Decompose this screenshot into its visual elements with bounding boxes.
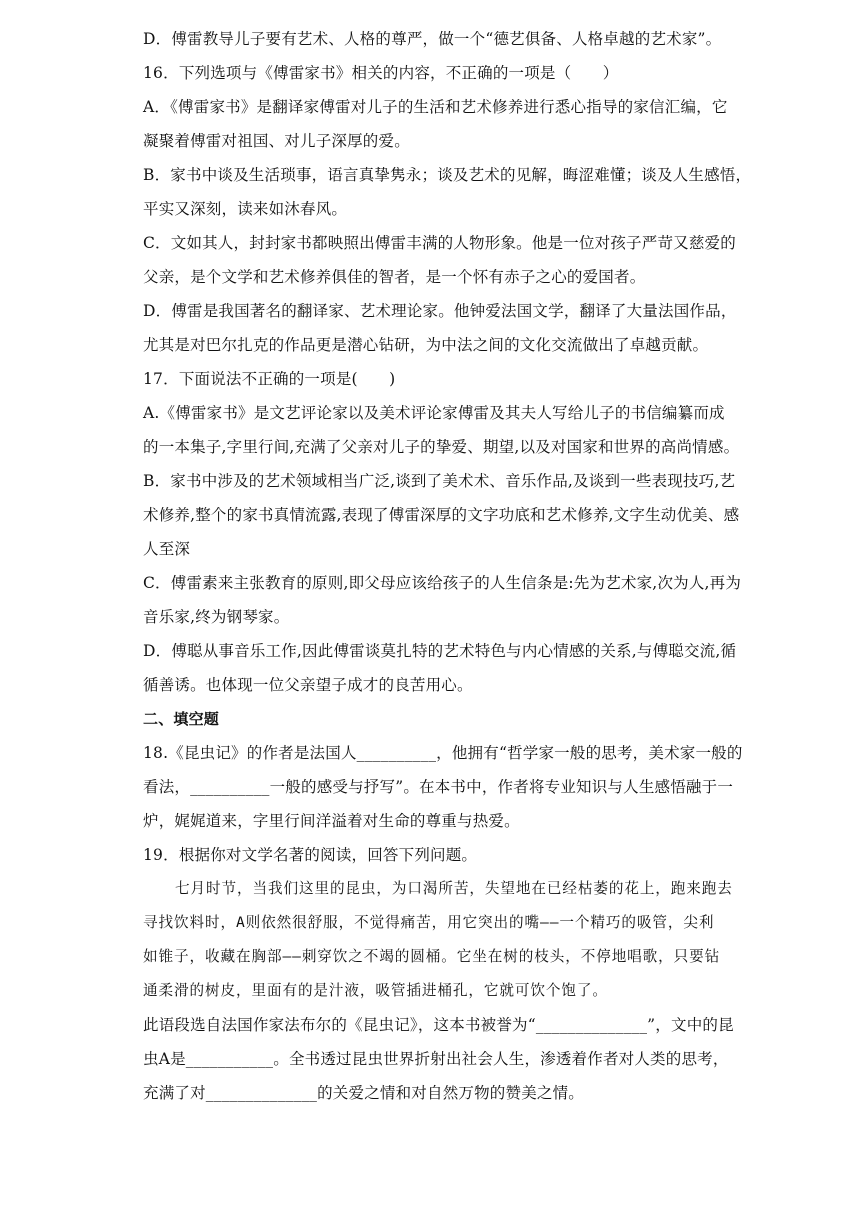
q17-option-b-line2: 术修养,整个的家书真情流露,表现了傅雷深厚的文字功底和艺术修养,文字生动优美、感 [143,506,740,524]
section-heading-fill-in: 二、填空题 [143,710,220,728]
passage-line4: 通柔滑的树皮，里面有的是汁液，吸管插进桶孔，它就可饮个饱了。 [143,982,608,999]
q19-question-line1: 此语段选自法国作家法布尔的《昆虫记》，这本书被誉为“______________”，文中的昆 [143,1016,734,1034]
q16-option-a-line2: 凝聚着傅雷对祖国、对儿子深厚的爱。 [143,132,410,150]
q17-option-b-line3: 人至深 [143,540,191,558]
document-body [143,22,752,1110]
q16-option-d-line2: 尤其是对巴尔扎克的作品更是潜心钻研，为中法之间的文化交流做出了卓越贡献。 [143,336,709,354]
q19-question-line3: 充满了对______________的关爱之情和对自然万物的赞美之情。 [143,1084,585,1102]
q16-option-b-line1: B．家书中谈及生活琐事，语言真挚隽永；谈及艺术的见解，晦涩难懂；谈及人生感悟， [143,166,752,184]
q17-option-c-line2: 音乐家,终为钢琴家。 [143,608,290,626]
passage-line1: 七月时节，当我们这里的昆虫，为口渴所苦，失望地在已经枯萎的花上，跑来跑去 [175,880,733,897]
q17-option-c-line1: C．傅雷素来主张教育的原则,即父母应该给孩子的人生信条是:先为艺术家,次为人,再为 [143,574,742,592]
q16-option-b-line2: 平实又深刻，读来如沐春风。 [143,200,348,218]
q16-option-d-line1: D．傅雷是我国著名的翻译家、艺术理论家。他钟爱法国文学，翻译了大量法国作品， [143,302,737,320]
q17-option-a-line2: 的一本集子,字里行间,充满了父亲对儿子的挚爱、期望,以及对国家和世界的高尚情感。 [143,438,740,456]
passage-line3: 如锥子，收藏在胸部——刺穿饮之不竭的圆桶。它坐在树的枝头，不停地唱歌，只要钻 [143,948,721,965]
q16-option-c-line1: C．文如其人，封封家书都映照出傅雷丰满的人物形象。他是一位对孩子严苛又慈爱的 [143,234,736,252]
passage-line2: 寻找饮料时，A则依然很舒服，不觉得痛苦，用它突出的嘴——一个精巧的吸管，尖利 [143,914,715,931]
q16-option-a-line1: A．《傅雷家书》是翻译家傅雷对儿子的生活和艺术修养进行悉心指导的家信汇编，它 [143,98,728,116]
q19-stem: 19．根据你对文学名著的阅读，回答下列问题。 [143,846,478,864]
q18-line2: 看法，__________一般的感受与抒写”。在本书中，作者将专业知识与人生感悟融于一 [143,778,734,796]
q17-option-d-line2: 循善诱。也体现一位父亲望子成才的良苦用心。 [143,676,473,694]
q17-option-a-line1: A.《傅雷家书》是文艺评论家以及美术评论家傅雷及其夫人写给儿子的书信编纂而成 [143,404,725,422]
q17-option-d-line1: D．傅聪从事音乐工作,因此傅雷谈莫扎特的艺术特色与内心情感的关系,与傅聪交流,循 [143,642,737,660]
q15-option-d: D．傅雷教导儿子要有艺术、人格的尊严，做一个“德艺俱备、人格卓越的艺术家”。 [143,30,722,48]
q18-line1: 18.《昆虫记》的作者是法国人__________，他拥有“哲学家一般的思考，美术家一般的 [143,744,743,762]
q18-line3: 炉，娓娓道来，字里行间洋溢着对生命的尊重与热爱。 [143,812,520,830]
q19-question-line2: 虫A是___________。全书透过昆虫世界折射出社会人生，渗透着作者对人类的思考， [143,1050,729,1068]
q16-stem: 16．下列选项与《傅雷家书》相关的内容，不正确的一项是（ ） [143,64,619,82]
q19-passage [143,872,733,1008]
q17-stem: 17．下面说法不正确的一项是( ) [143,370,396,388]
q16-option-c-line2: 父亲，是个文学和艺术修养俱佳的智者，是一个怀有赤子之心的爱国者。 [143,268,646,286]
q17-option-b-line1: B．家书中涉及的艺术领域相当广泛,谈到了美术术、音乐作品,及谈到一些表现技巧,艺 [143,472,736,490]
